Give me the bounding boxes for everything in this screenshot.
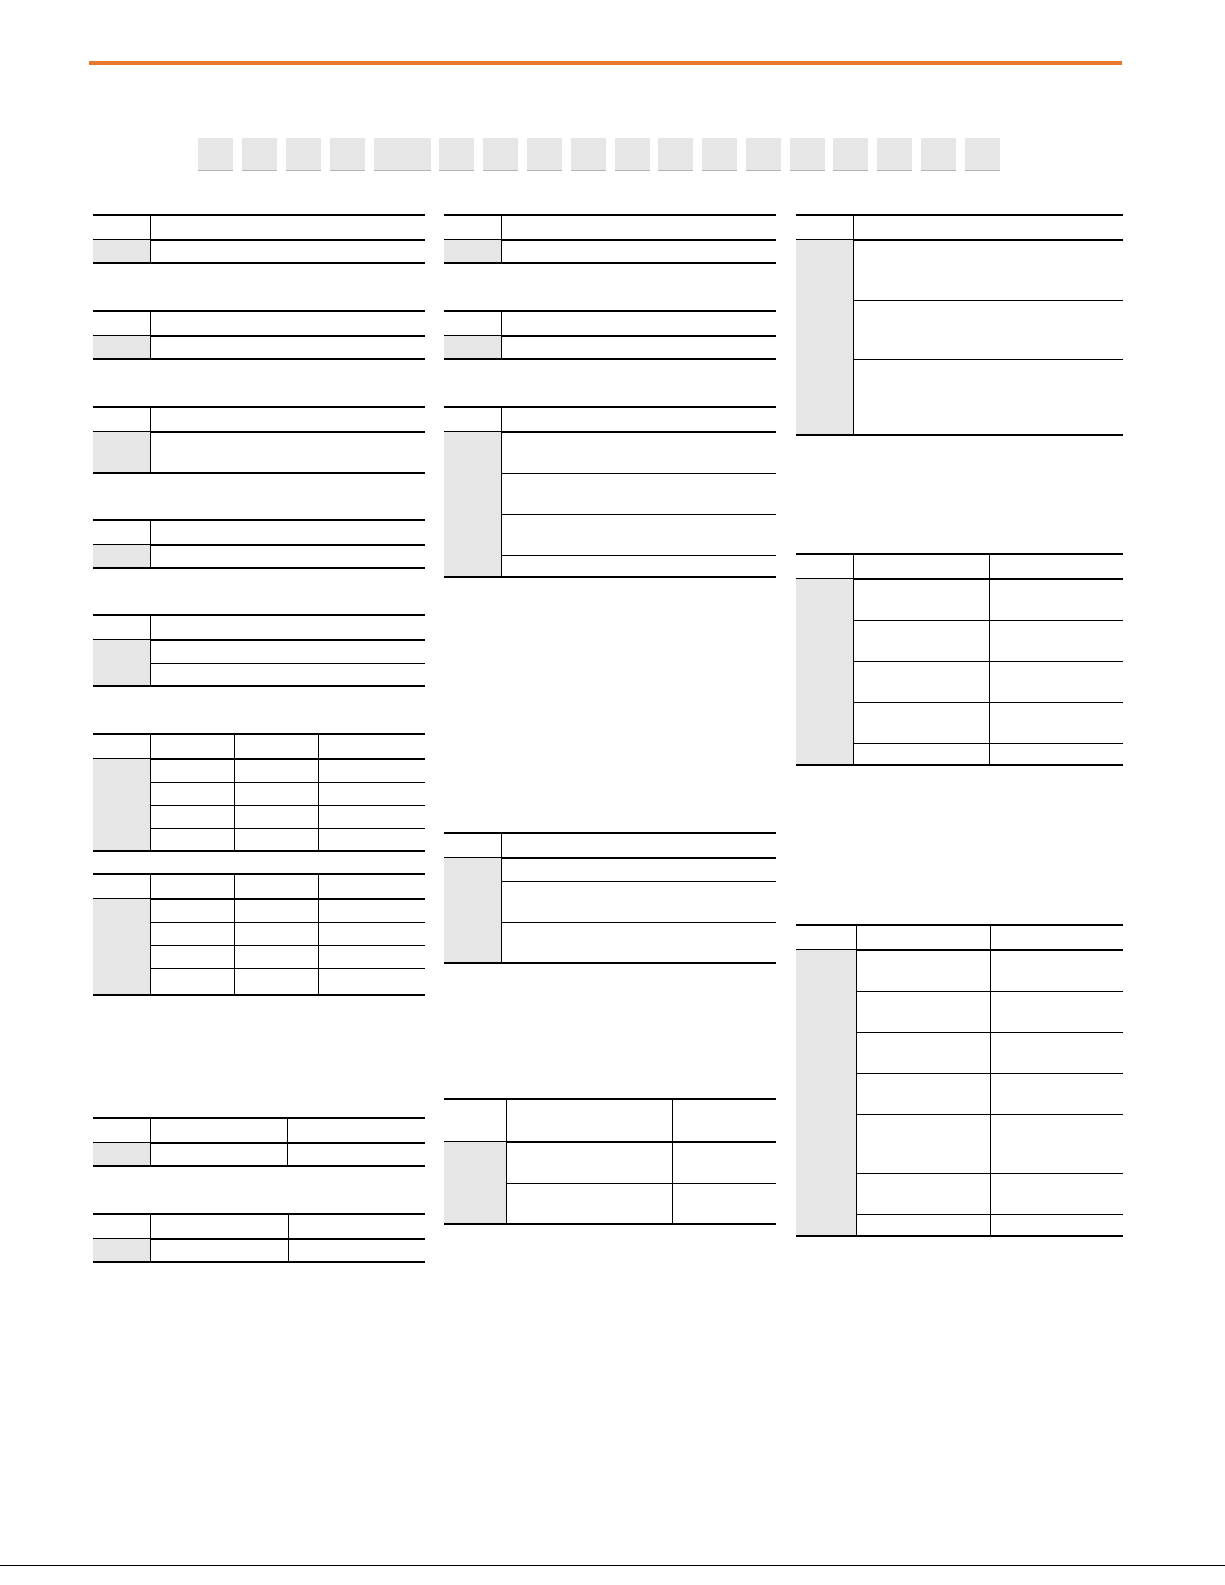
- table-cell: [507, 1142, 672, 1183]
- column-a-table-6: [93, 733, 425, 851]
- row-key-cell: [444, 514, 501, 555]
- header-cell: [151, 408, 425, 432]
- column-c-table-3: [796, 924, 1123, 1236]
- table-cell: [151, 240, 425, 263]
- table-row: [796, 1073, 1123, 1114]
- table-cell: [319, 945, 425, 968]
- tab-15[interactable]: [833, 138, 868, 171]
- header-cell: [502, 312, 776, 336]
- table-cell: [319, 805, 425, 828]
- row-key-cell: [444, 432, 501, 473]
- column-divider: [501, 216, 502, 262]
- header-cell: [857, 926, 990, 950]
- table-cell: [319, 899, 425, 922]
- row-separator: [93, 685, 425, 687]
- row-key-cell: [444, 858, 501, 881]
- row-key-cell: [796, 661, 853, 702]
- column-divider: [672, 1100, 673, 1223]
- tab-17[interactable]: [921, 138, 956, 171]
- row-key-cell: [796, 240, 853, 300]
- table-row: [796, 661, 1123, 702]
- column-divider: [853, 555, 854, 764]
- row-key-cell: [444, 240, 501, 263]
- tab-13[interactable]: [746, 138, 781, 171]
- column-b-table-5: [444, 1098, 776, 1224]
- table-cell: [235, 759, 318, 782]
- table-cell: [151, 759, 234, 782]
- table-row: [444, 1142, 776, 1183]
- column-divider: [853, 216, 854, 434]
- table-cell: [857, 1073, 990, 1114]
- table-cell: [502, 881, 776, 922]
- header-cell: [319, 875, 425, 899]
- column-a-table-5: [93, 614, 425, 686]
- header-cell: [151, 735, 234, 759]
- table-cell: [235, 782, 318, 805]
- column-divider: [234, 735, 235, 850]
- row-key-cell: [444, 1183, 506, 1224]
- table-row: [444, 922, 776, 963]
- table-cell: [673, 1142, 776, 1183]
- column-divider: [318, 875, 319, 994]
- table-header-row: [796, 216, 1123, 240]
- table-row: [796, 300, 1123, 359]
- row-key-cell: [93, 805, 150, 828]
- table-row: [93, 336, 425, 359]
- table-header-row: [93, 216, 425, 240]
- table-row: [93, 828, 425, 851]
- header-cell: [502, 408, 776, 432]
- table-cell: [151, 336, 425, 359]
- tab-18[interactable]: [965, 138, 1000, 171]
- table-row: [796, 620, 1123, 661]
- table-cell: [235, 828, 318, 851]
- column-b-table-1: [444, 214, 776, 263]
- table-row: [93, 805, 425, 828]
- table-cell: [991, 1073, 1123, 1114]
- row-key-cell: [796, 359, 853, 435]
- table-cell: [289, 1239, 425, 1262]
- table-row: [444, 336, 776, 359]
- table-row: [93, 1239, 425, 1262]
- table-cell: [991, 1032, 1123, 1073]
- column-a-table-7: [93, 873, 425, 995]
- header-cell: [151, 216, 425, 240]
- row-key-cell: [796, 300, 853, 359]
- table-row: [796, 991, 1123, 1032]
- header-cell: [151, 1119, 287, 1143]
- table-cell: [151, 945, 234, 968]
- table-header-row: [444, 834, 776, 858]
- header-cell: [93, 1215, 150, 1239]
- header-cell: [288, 1119, 425, 1143]
- table-cell: [319, 922, 425, 945]
- column-divider: [989, 555, 990, 764]
- row-separator: [444, 358, 776, 360]
- header-cell: [151, 875, 234, 899]
- header-cell: [235, 735, 318, 759]
- row-key-cell: [796, 1214, 856, 1236]
- table-header-row: [93, 1119, 425, 1143]
- table-header-row: [444, 408, 776, 432]
- column-a-table-2: [93, 310, 425, 359]
- table-cell: [235, 922, 318, 945]
- table-cell: [991, 991, 1123, 1032]
- table-cell: [673, 1183, 776, 1224]
- header-cell: [444, 834, 501, 858]
- row-separator: [93, 850, 425, 852]
- row-key-cell: [93, 1239, 150, 1262]
- table-cell: [854, 579, 989, 620]
- table-row: [93, 545, 425, 568]
- column-b-table-2: [444, 310, 776, 359]
- table-cell: [991, 1114, 1123, 1173]
- column-divider: [150, 312, 151, 358]
- row-key-cell: [93, 899, 150, 922]
- table-row: [796, 240, 1123, 300]
- table-cell: [235, 805, 318, 828]
- tab-8[interactable]: [527, 138, 562, 171]
- column-divider: [150, 875, 151, 994]
- row-key-cell: [796, 1032, 856, 1073]
- table-header-row: [93, 408, 425, 432]
- table-cell: [502, 555, 776, 577]
- header-cell: [289, 1215, 425, 1239]
- column-divider: [150, 521, 151, 567]
- table-header-row: [444, 312, 776, 336]
- row-key-cell: [93, 336, 150, 359]
- table-cell: [502, 514, 776, 555]
- table-row: [444, 858, 776, 881]
- header-cell: [444, 312, 501, 336]
- row-separator: [444, 262, 776, 264]
- table-row: [796, 702, 1123, 743]
- column-divider: [150, 1119, 151, 1165]
- header-cell: [319, 735, 425, 759]
- table-header-row: [796, 926, 1123, 950]
- table-row: [444, 432, 776, 473]
- row-key-cell: [93, 759, 150, 782]
- table-row: [93, 432, 425, 473]
- column-a-table-3: [93, 406, 425, 473]
- column-divider: [501, 312, 502, 358]
- table-cell: [151, 899, 234, 922]
- table-row: [444, 881, 776, 922]
- header-cell: [796, 216, 853, 240]
- header-cell: [93, 521, 150, 545]
- tab-strip: [198, 138, 1000, 170]
- column-a-table-8: [93, 1117, 425, 1166]
- header-cell: [796, 555, 853, 579]
- table-cell: [854, 240, 1123, 300]
- header-cell: [991, 926, 1123, 950]
- tab-6[interactable]: [439, 138, 474, 171]
- table-cell: [857, 1032, 990, 1073]
- tab-10[interactable]: [615, 138, 650, 171]
- header-cell: [502, 834, 776, 858]
- table-cell: [857, 991, 990, 1032]
- table-cell: [854, 300, 1123, 359]
- table-row: [444, 514, 776, 555]
- tab-5[interactable]: [374, 138, 431, 171]
- column-b-table-4: [444, 832, 776, 963]
- row-key-cell: [444, 881, 501, 922]
- table-cell: [990, 620, 1123, 661]
- header-cell: [151, 1215, 288, 1239]
- row-separator: [796, 434, 1123, 436]
- table-cell: [319, 782, 425, 805]
- column-divider: [990, 926, 991, 1235]
- row-separator: [93, 1261, 425, 1263]
- table-cell: [990, 702, 1123, 743]
- table-cell: [502, 240, 776, 263]
- row-separator: [444, 576, 776, 578]
- table-row: [444, 473, 776, 514]
- tab-4[interactable]: [330, 138, 365, 171]
- row-separator: [796, 1235, 1123, 1237]
- row-key-cell: [796, 620, 853, 661]
- table-cell: [151, 782, 234, 805]
- table-header-row: [444, 216, 776, 240]
- table-header-row: [796, 555, 1123, 579]
- header-cell: [673, 1100, 776, 1142]
- table-cell: [151, 545, 425, 568]
- header-cell: [93, 216, 150, 240]
- table-cell: [857, 1114, 990, 1173]
- table-header-row: [93, 1215, 425, 1239]
- table-cell: [857, 1214, 990, 1236]
- table-cell: [507, 1183, 672, 1224]
- table-cell: [151, 1143, 287, 1166]
- row-separator: [93, 1165, 425, 1167]
- table-cell: [857, 1173, 990, 1214]
- row-key-cell: [93, 663, 150, 686]
- column-divider: [288, 1215, 289, 1261]
- column-divider: [318, 735, 319, 850]
- table-cell: [151, 968, 234, 995]
- column-c-table-1: [796, 214, 1123, 435]
- table-cell: [990, 579, 1123, 620]
- table-cell: [502, 432, 776, 473]
- table-row: [93, 663, 425, 686]
- column-b-table-3: [444, 406, 776, 577]
- row-key-cell: [93, 782, 150, 805]
- header-cell: [854, 555, 989, 579]
- table-row: [796, 1173, 1123, 1214]
- table-row: [93, 899, 425, 922]
- table-row: [796, 1032, 1123, 1073]
- header-cell: [235, 875, 318, 899]
- column-a-table-4: [93, 519, 425, 568]
- table-cell: [502, 922, 776, 963]
- table-row: [444, 240, 776, 263]
- table-row: [93, 240, 425, 263]
- row-key-cell: [796, 743, 853, 765]
- row-key-cell: [796, 1114, 856, 1173]
- row-key-cell: [93, 1143, 150, 1166]
- column-divider: [287, 1119, 288, 1165]
- column-a-table-9: [93, 1213, 425, 1262]
- table-cell: [235, 899, 318, 922]
- header-cell: [151, 312, 425, 336]
- table-header-row: [93, 616, 425, 640]
- table-cell: [502, 336, 776, 359]
- table-row: [796, 743, 1123, 765]
- table-cell: [235, 968, 318, 995]
- table-cell: [319, 759, 425, 782]
- column-divider: [150, 1215, 151, 1261]
- row-separator: [444, 1223, 776, 1225]
- column-divider: [506, 1100, 507, 1223]
- row-key-cell: [796, 579, 853, 620]
- table-row: [93, 1143, 425, 1166]
- table-header-row: [93, 312, 425, 336]
- header-cell: [93, 735, 150, 759]
- row-key-cell: [444, 555, 501, 577]
- row-key-cell: [93, 922, 150, 945]
- header-cell: [444, 1100, 506, 1142]
- table-cell: [854, 702, 989, 743]
- column-divider: [501, 408, 502, 576]
- table-cell: [854, 620, 989, 661]
- header-cell: [93, 1119, 150, 1143]
- row-key-cell: [796, 1073, 856, 1114]
- row-key-cell: [93, 240, 150, 263]
- row-key-cell: [444, 922, 501, 963]
- table-cell: [854, 661, 989, 702]
- table-cell: [991, 1214, 1123, 1236]
- row-key-cell: [444, 336, 501, 359]
- table-row: [93, 968, 425, 995]
- page-header-rule: [89, 61, 1122, 65]
- column-divider: [856, 926, 857, 1235]
- column-c-table-2: [796, 553, 1123, 765]
- row-key-cell: [93, 640, 150, 663]
- table-cell: [151, 805, 234, 828]
- row-separator: [93, 472, 425, 474]
- row-key-cell: [93, 945, 150, 968]
- header-cell: [502, 216, 776, 240]
- table-row: [796, 950, 1123, 991]
- table-row: [93, 922, 425, 945]
- table-cell: [502, 473, 776, 514]
- row-key-cell: [444, 473, 501, 514]
- header-cell: [93, 312, 150, 336]
- table-header-row: [93, 521, 425, 545]
- tab-2[interactable]: [242, 138, 277, 171]
- column-divider: [150, 616, 151, 685]
- header-cell: [93, 875, 150, 899]
- column-a-table-1: [93, 214, 425, 263]
- header-cell: [93, 616, 150, 640]
- header-cell: [151, 521, 425, 545]
- column-divider: [150, 408, 151, 472]
- row-key-cell: [93, 545, 150, 568]
- header-cell: [444, 216, 501, 240]
- table-row: [796, 579, 1123, 620]
- header-cell: [151, 616, 425, 640]
- row-key-cell: [93, 828, 150, 851]
- header-cell: [93, 408, 150, 432]
- row-separator: [444, 962, 776, 964]
- table-cell: [502, 858, 776, 881]
- table-row: [93, 759, 425, 782]
- tab-16[interactable]: [877, 138, 912, 171]
- table-header-row: [93, 875, 425, 899]
- table-cell: [990, 661, 1123, 702]
- table-row: [796, 1114, 1123, 1173]
- table-cell: [151, 432, 425, 473]
- table-cell: [235, 945, 318, 968]
- table-cell: [991, 1173, 1123, 1214]
- table-cell: [151, 663, 425, 686]
- tab-11[interactable]: [658, 138, 693, 171]
- row-key-cell: [444, 1142, 506, 1183]
- page-footer-rule: [0, 1565, 1225, 1566]
- tab-9[interactable]: [571, 138, 606, 171]
- tab-12[interactable]: [702, 138, 737, 171]
- table-cell: [151, 1239, 288, 1262]
- header-cell: [990, 555, 1123, 579]
- tab-14[interactable]: [790, 138, 825, 171]
- row-key-cell: [796, 1173, 856, 1214]
- table-cell: [991, 950, 1123, 991]
- table-cell: [854, 359, 1123, 435]
- row-separator: [93, 358, 425, 360]
- table-cell: [288, 1143, 425, 1166]
- row-separator: [93, 567, 425, 569]
- header-cell: [507, 1100, 672, 1142]
- row-separator: [93, 994, 425, 996]
- header-cell: [444, 408, 501, 432]
- header-cell: [854, 216, 1123, 240]
- row-separator: [93, 262, 425, 264]
- table-row: [93, 945, 425, 968]
- table-cell: [151, 828, 234, 851]
- header-cell: [796, 926, 856, 950]
- table-row: [796, 359, 1123, 435]
- table-row: [796, 1214, 1123, 1236]
- table-cell: [319, 968, 425, 995]
- table-row: [93, 782, 425, 805]
- row-key-cell: [93, 968, 150, 995]
- column-divider: [150, 216, 151, 262]
- column-divider: [501, 834, 502, 962]
- table-row: [93, 640, 425, 663]
- table-cell: [151, 922, 234, 945]
- tab-1[interactable]: [198, 138, 233, 171]
- tab-7[interactable]: [483, 138, 518, 171]
- table-row: [444, 1183, 776, 1224]
- table-cell: [319, 828, 425, 851]
- table-header-row: [93, 735, 425, 759]
- table-cell: [854, 743, 989, 765]
- row-key-cell: [796, 702, 853, 743]
- column-divider: [150, 735, 151, 850]
- table-row: [444, 555, 776, 577]
- table-cell: [857, 950, 990, 991]
- row-separator: [796, 764, 1123, 766]
- column-divider: [234, 875, 235, 994]
- row-key-cell: [796, 950, 856, 991]
- row-key-cell: [796, 991, 856, 1032]
- row-key-cell: [93, 432, 150, 473]
- table-cell: [151, 640, 425, 663]
- table-cell: [990, 743, 1123, 765]
- table-header-row: [444, 1100, 776, 1142]
- tab-3[interactable]: [286, 138, 321, 171]
